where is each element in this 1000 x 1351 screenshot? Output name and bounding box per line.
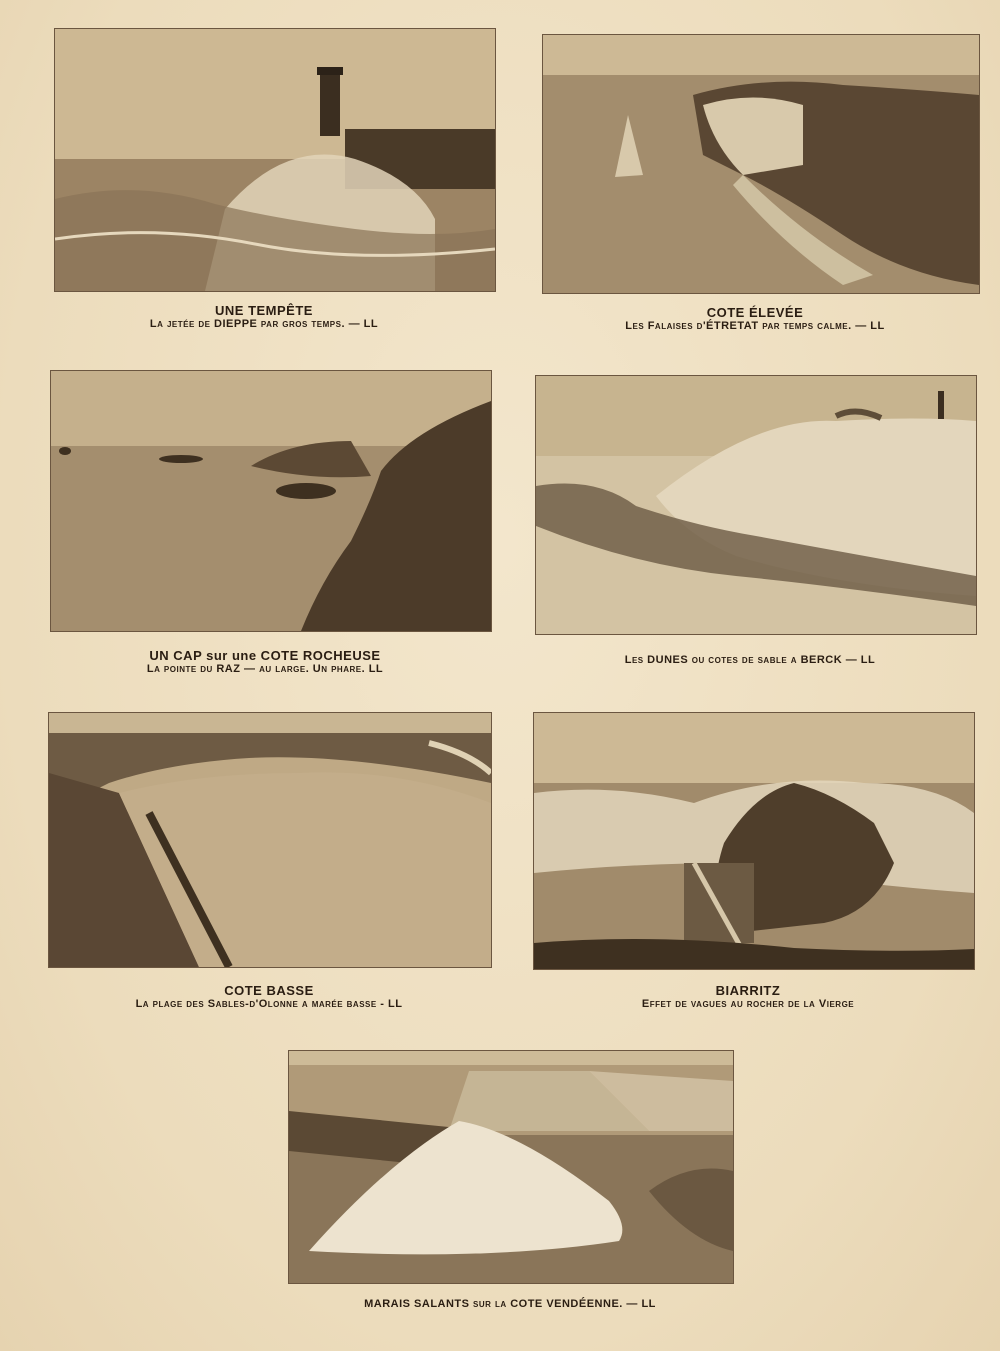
caption-marais: [288, 1298, 732, 1310]
photo-marais-salants: [288, 1050, 734, 1284]
caption-berck: [535, 654, 965, 666]
caption-etretat: [542, 305, 968, 332]
caption-subtitle: MARAIS SALANTS sur la COTE VENDÉENNE. — LL: [364, 1298, 656, 1310]
caption-title: UNE TEMPÊTE: [215, 303, 313, 318]
caption-subtitle: La plage des Sables-d'Olonne a marée basse - LL: [135, 998, 403, 1010]
photo-dunes-berck: [535, 375, 977, 635]
caption-sables: [48, 983, 490, 1010]
caption-raz: [50, 648, 480, 675]
photo-sables-olonne: [48, 712, 492, 968]
caption-title: COTE BASSE: [224, 983, 314, 998]
caption-biarritz: [533, 983, 963, 1010]
photo-biarritz: [533, 712, 975, 970]
caption-subtitle: Les DUNES ou cotes de sable a BERCK — LL: [624, 654, 876, 666]
caption-title: BIARRITZ: [715, 983, 781, 998]
caption-subtitle: La jetée de DIEPPE par gros temps. — LL: [149, 318, 379, 330]
photo-dieppe-storm: [54, 28, 496, 292]
caption-subtitle: Effet de vagues au rocher de la Vierge: [641, 998, 855, 1010]
photo-pointe-du-raz: [50, 370, 492, 632]
caption-subtitle: Les Falaises d'ÉTRETAT par temps calme. — LL: [625, 320, 885, 332]
caption-subtitle: La pointe du RAZ — au large. Un phare. LL: [146, 663, 384, 675]
caption-title: UN CAP sur une COTE ROCHEUSE: [149, 648, 381, 663]
caption-title: COTE ÉLEVÉE: [706, 305, 804, 320]
photo-etretat-cliffs: [542, 34, 980, 294]
caption-dieppe: [54, 303, 474, 330]
